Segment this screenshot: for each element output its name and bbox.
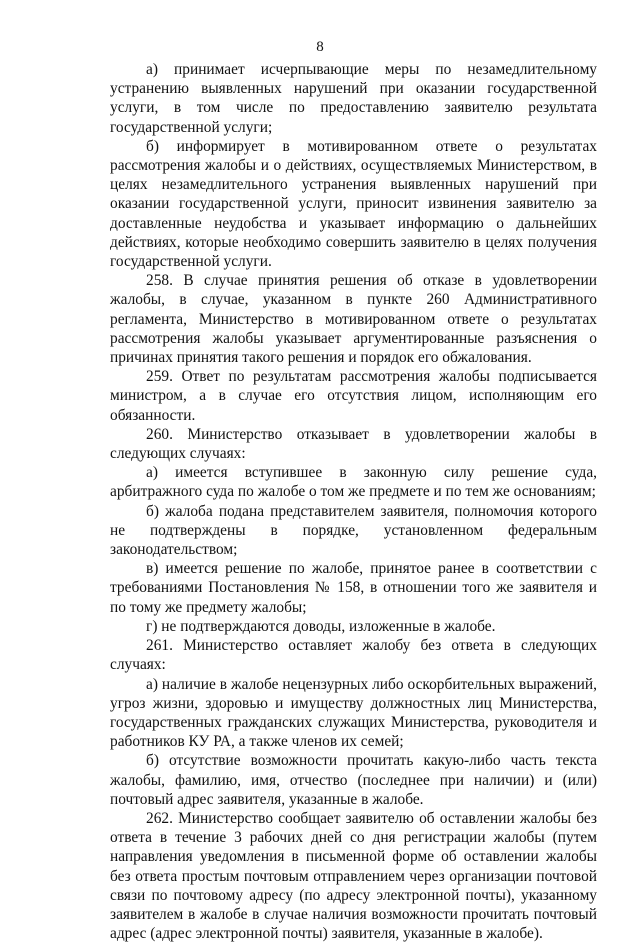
page-number: 8 [316, 39, 324, 55]
paragraph-262: 262. Министерство сообщает заявителю об оставлении жалобы без ответа в течение 3 рабочих дней со дня регистрации жалобы (путем направления уведомления в письменной форме об оставлении жалобы без ответа простым почтовым отправлением через организации почтовой связи по почтовому адресу (по адресу электронной почты), указанному заявителем в жалобе в случае наличия возможности прочитать почтовый адрес (адрес электронной почты) заявителя, указанные в жалобе). [110, 809, 597, 943]
paragraph-subitem-a: а) принимает исчерпывающие меры по незамедлительному устранению выявленных нарушений при оказании государственной услуги, в том числе по предоставлению заявителю результата государственной услуги; [110, 61, 597, 136]
paragraph-260-g: г) не подтверждаются доводы, изложенные в жалобе. [146, 617, 496, 635]
document-body [110, 60, 597, 943]
paragraph-260-v: в) имеется решение по жалобе, принятое ранее в соответствии с требованиями Постановления № 158, в отношении того же заявителя и по тому же предмету жалобы; [110, 560, 597, 616]
paragraph-259: 259. Ответ по результатам рассмотрения жалобы подписывается министром, а в случае его отсутствия лицом, исполняющим его обязанности. [110, 368, 597, 424]
paragraph-261-a: а) наличие в жалобе нецензурных либо оскорбительных выражений, угроз жизни, здоровью и имуществу должностных лиц Министерства, государственных гражданских служащих Министерства, руководителя и работников КУ РА, а также членов их семей; [110, 675, 597, 751]
paragraph-260-b: б) жалоба подана представителем заявителя, полномочия которого не подтверждены в порядке, установленном федеральным законодательством; [110, 502, 597, 559]
paragraph-261: 261. Министерство оставляет жалобу без ответа в следующих случаях: [110, 637, 597, 674]
paragraph-261-b: б) отсутствие возможности прочитать какую-либо часть текста жалобы, фамилию, имя, отчество (последнее при наличии) и (или) почтовый адрес заявителя, указанные в жалобе. [110, 752, 597, 808]
paragraph-260-a: а) имеется вступившее в законную силу решение суда, арбитражного суда по жалобе о том же предмете и по тем же основаниям; [110, 464, 597, 501]
paragraph-subitem-b: б) информирует в мотивированном ответе о результатах рассмотрения жалобы и о действиях, осуществляемых Министерством, в целях незамедлительного устранения выявленных нарушений при оказании государственной услуги, приносит извинения заявителю за доставленные неудобства и указывает информацию о дальнейших действиях, которые необходимо совершить заявителю в целях получения государственной услуги. [110, 137, 597, 271]
paragraph-260: 260. Министерство отказывает в удовлетворении жалобы в следующих случаях: [110, 425, 597, 463]
paragraph-258: 258. В случае принятия решения об отказе в удовлетворении жалобы, в случае, указанном в пункте 260 Административного регламента, Министерство в мотивированном ответе о результатах рассмотрения жалобы указывает аргументированные разъяснения о причинах принятия такого решения и порядок его обжалования. [110, 272, 597, 367]
